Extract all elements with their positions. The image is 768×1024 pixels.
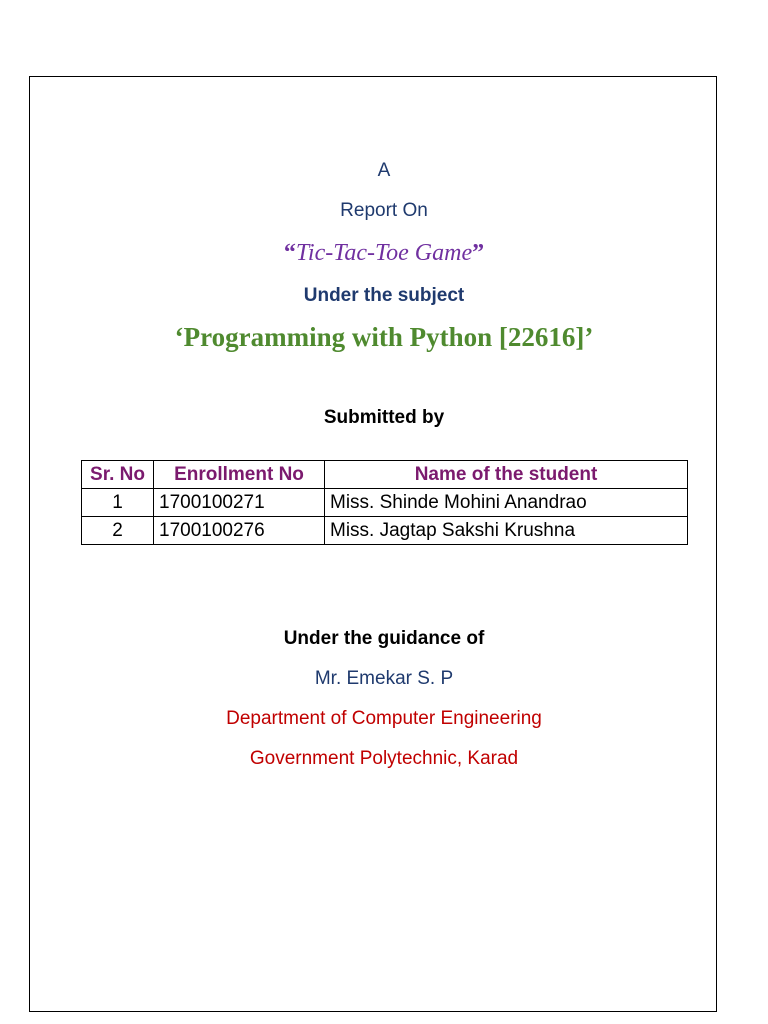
department-name: Department of Computer Engineering (226, 708, 542, 729)
guidance-label: Under the guidance of (283, 628, 485, 649)
submitted-by-label: Submitted by (323, 407, 445, 428)
cell-student-name: Miss. Shinde Mohini Anandrao (325, 489, 688, 517)
title-close-quote: ” (472, 240, 485, 266)
guide-name: Mr. Emekar S. P (314, 668, 454, 689)
cell-sr-no: 2 (82, 517, 154, 545)
project-title (0, 240, 768, 267)
header-sr-no: Sr. No (82, 461, 154, 489)
cell-sr-no: 1 (82, 489, 154, 517)
article-a: A (377, 160, 391, 181)
table-row (82, 517, 688, 545)
header-student-name: Name of the student (325, 461, 688, 489)
header-enrollment-no: Enrollment No (154, 461, 325, 489)
table-row (82, 489, 688, 517)
cell-student-name: Miss. Jagtap Sakshi Krushna (325, 517, 688, 545)
table-header-row (82, 461, 688, 489)
report-on-label: Report On (340, 200, 428, 221)
college-name: Government Polytechnic, Karad (249, 748, 519, 769)
title-open-quote: “ (283, 240, 296, 266)
cell-enrollment-no: 1700100271 (154, 489, 325, 517)
subject-name: ‘Programming with Python [22616]’ (174, 322, 594, 352)
cell-enrollment-no: 1700100276 (154, 517, 325, 545)
subject-label: Under the subject (303, 285, 465, 306)
title-text: Tic-Tac-Toe Game (295, 240, 473, 266)
students-table (81, 460, 688, 545)
